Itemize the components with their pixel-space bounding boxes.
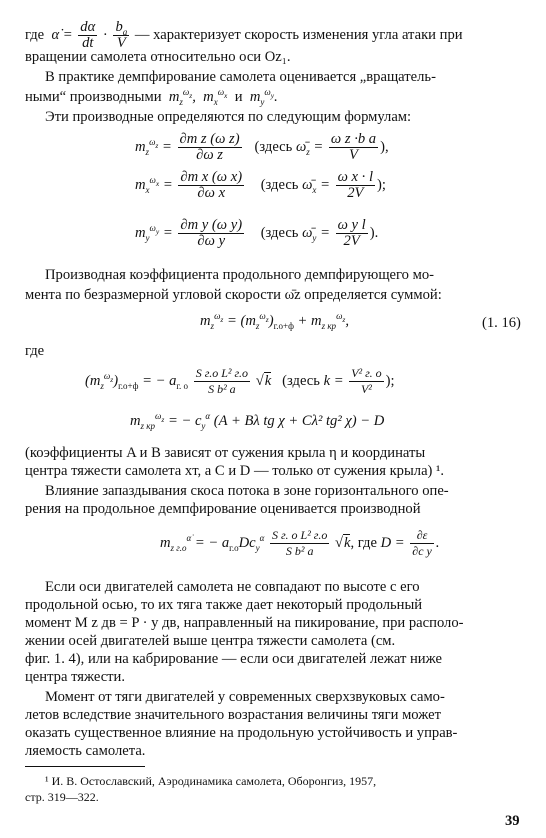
engines-line-1: Если оси двигателей самолета не совпадают по высоте с его: [45, 579, 420, 595]
practice-line-2: ными“ производными $m_z^{\omega_z}$, $m_x^{\omega_x}$ и $m_y^{\omega_y}$.: [25, 87, 278, 107]
derivative-line-2: мента по безразмерной угловой скорости ω̄z определяется суммой:: [25, 287, 442, 303]
equation-1-16: $m_z^{\omega_z} = (m_z^{\omega_z})_{г.о+ф} + m_{z кр}^{\omega_z}$,: [200, 311, 349, 331]
rotation-axis-line: вращении самолета относительно оси Oz₁.: [25, 49, 291, 65]
formula-downwash-lag: $m_{z г.о}^{\alphȧ}$ = − $a_{г.о}Dc_y^\alpha$ $\frac{\text{S г. о L² г.о}}{\text{S b² a}}$ √k, где D = $\frac{\partial\varepsilon}{\text{∂c y}}$ .: [160, 528, 440, 558]
moment-line-4: ляемость самолета.: [25, 743, 146, 759]
footnote-rule: [25, 766, 145, 767]
moment-line-3: оказать существенное влияние на продольную устойчивость и управ-: [25, 725, 458, 741]
lag-line-1: Влияние запаздывания скоса потока в зоне горизонтального опе-: [45, 483, 449, 499]
alpha-dot-definition: где α̇ = $\frac{d\alpha}{dt}$ · $\frac{b_a}{V}$ — характеризует скорость изменения угла атаки при: [25, 19, 463, 51]
alpha-dot-description: — характеризует скорость изменения угла атаки при: [134, 26, 463, 43]
practice-text: ными“ производными: [25, 89, 162, 105]
where-label: где: [25, 343, 45, 359]
engines-line-3: момент M z дв = P · y дв, направленный на пикирование, при располо-: [25, 615, 464, 631]
dalpha-dt-fraction: $\frac{d\alpha}{dt}$: [80, 19, 96, 51]
formula-mz: $m_z^{\omega_z}$ = $\frac{\text{∂m z (ω z)}}{\text{∂ω z}}$ (здесь $\omegā_z$ = $\frac{\text{ω z ·b a}}{V}$ ),: [135, 131, 389, 163]
engines-line-4: жении осей двигателей выше центра тяжести самолета (см.: [25, 633, 396, 649]
engines-line-6: центра тяжести.: [25, 669, 126, 685]
coef-line-1: (коэффициенты A и B зависят от сужения крыла η и координаты: [25, 445, 426, 461]
footnote-line-1: ¹ И. В. Остославский, Аэродинамика самолета, Оборонгиз, 1957,: [45, 774, 377, 788]
moment-line-1: Момент от тяги двигателей у современных сверхзвуковых само-: [45, 689, 445, 705]
derivative-line-1: Производная коэффициента продольного демпфирующего мо-: [45, 267, 434, 283]
footnote-line-2: стр. 319—322.: [25, 790, 99, 804]
equation-number: (1. 16): [482, 315, 521, 331]
formula-tail-contribution: $(m_z^{\omega_z})_{г.о+ф}$ = − $a_{г. о}$ $\frac{\text{S г.о L² г.о}}{\text{S b² a}}$ √k (здесь k = $\frac{\text{V² г. о}}{\text{V²}}$ );: [85, 366, 395, 396]
moment-line-2: летов вследствие значительного возрастания величины тяги может: [25, 707, 441, 723]
page-number: 39: [505, 813, 520, 829]
practice-line-1: В практике демпфирование самолета оценивается „вращатель-: [45, 69, 436, 85]
lag-line-2: рения на продольное демпфирование оценивается производной: [25, 501, 421, 517]
lead-word: где: [25, 26, 45, 43]
ba-v-fraction: $\frac{b_a}{V}$: [115, 19, 128, 51]
formula-wing-contribution: $m_{z кр}^{\omega_z}$ = − $c_y^\alpha$ (A + Bλ tg χ + Cλ² tg² χ) − D: [130, 411, 385, 431]
formula-mx: $m_x^{\omega_x}$ = $\frac{\text{∂m x (ω x)}}{\text{∂ω x}}$ (здесь $\omegā_x$ = $\frac{\text{ω x · l}}{2V}$ );: [135, 169, 386, 201]
practice-line-3: Эти производные определяются по следующим формулам:: [45, 109, 412, 125]
engines-line-5: фиг. 1. 4), или на кабрирование — если оси двигателей лежат ниже: [25, 651, 442, 667]
formula-my: $m_y^{\omega_y}$ = $\frac{\text{∂m y (ω y)}}{\text{∂ω y}}$ (здесь $\omegā_y$ = $\frac{\text{ω y l}}{2V}$ ).: [135, 217, 379, 249]
coef-line-2: центра тяжести самолета xт, а C и D — только от сужения крыла) ¹.: [25, 463, 445, 479]
practice-conj: и: [234, 89, 243, 105]
engines-line-2: продольной осью, то их тяга также дает некоторый продольный: [25, 597, 423, 613]
